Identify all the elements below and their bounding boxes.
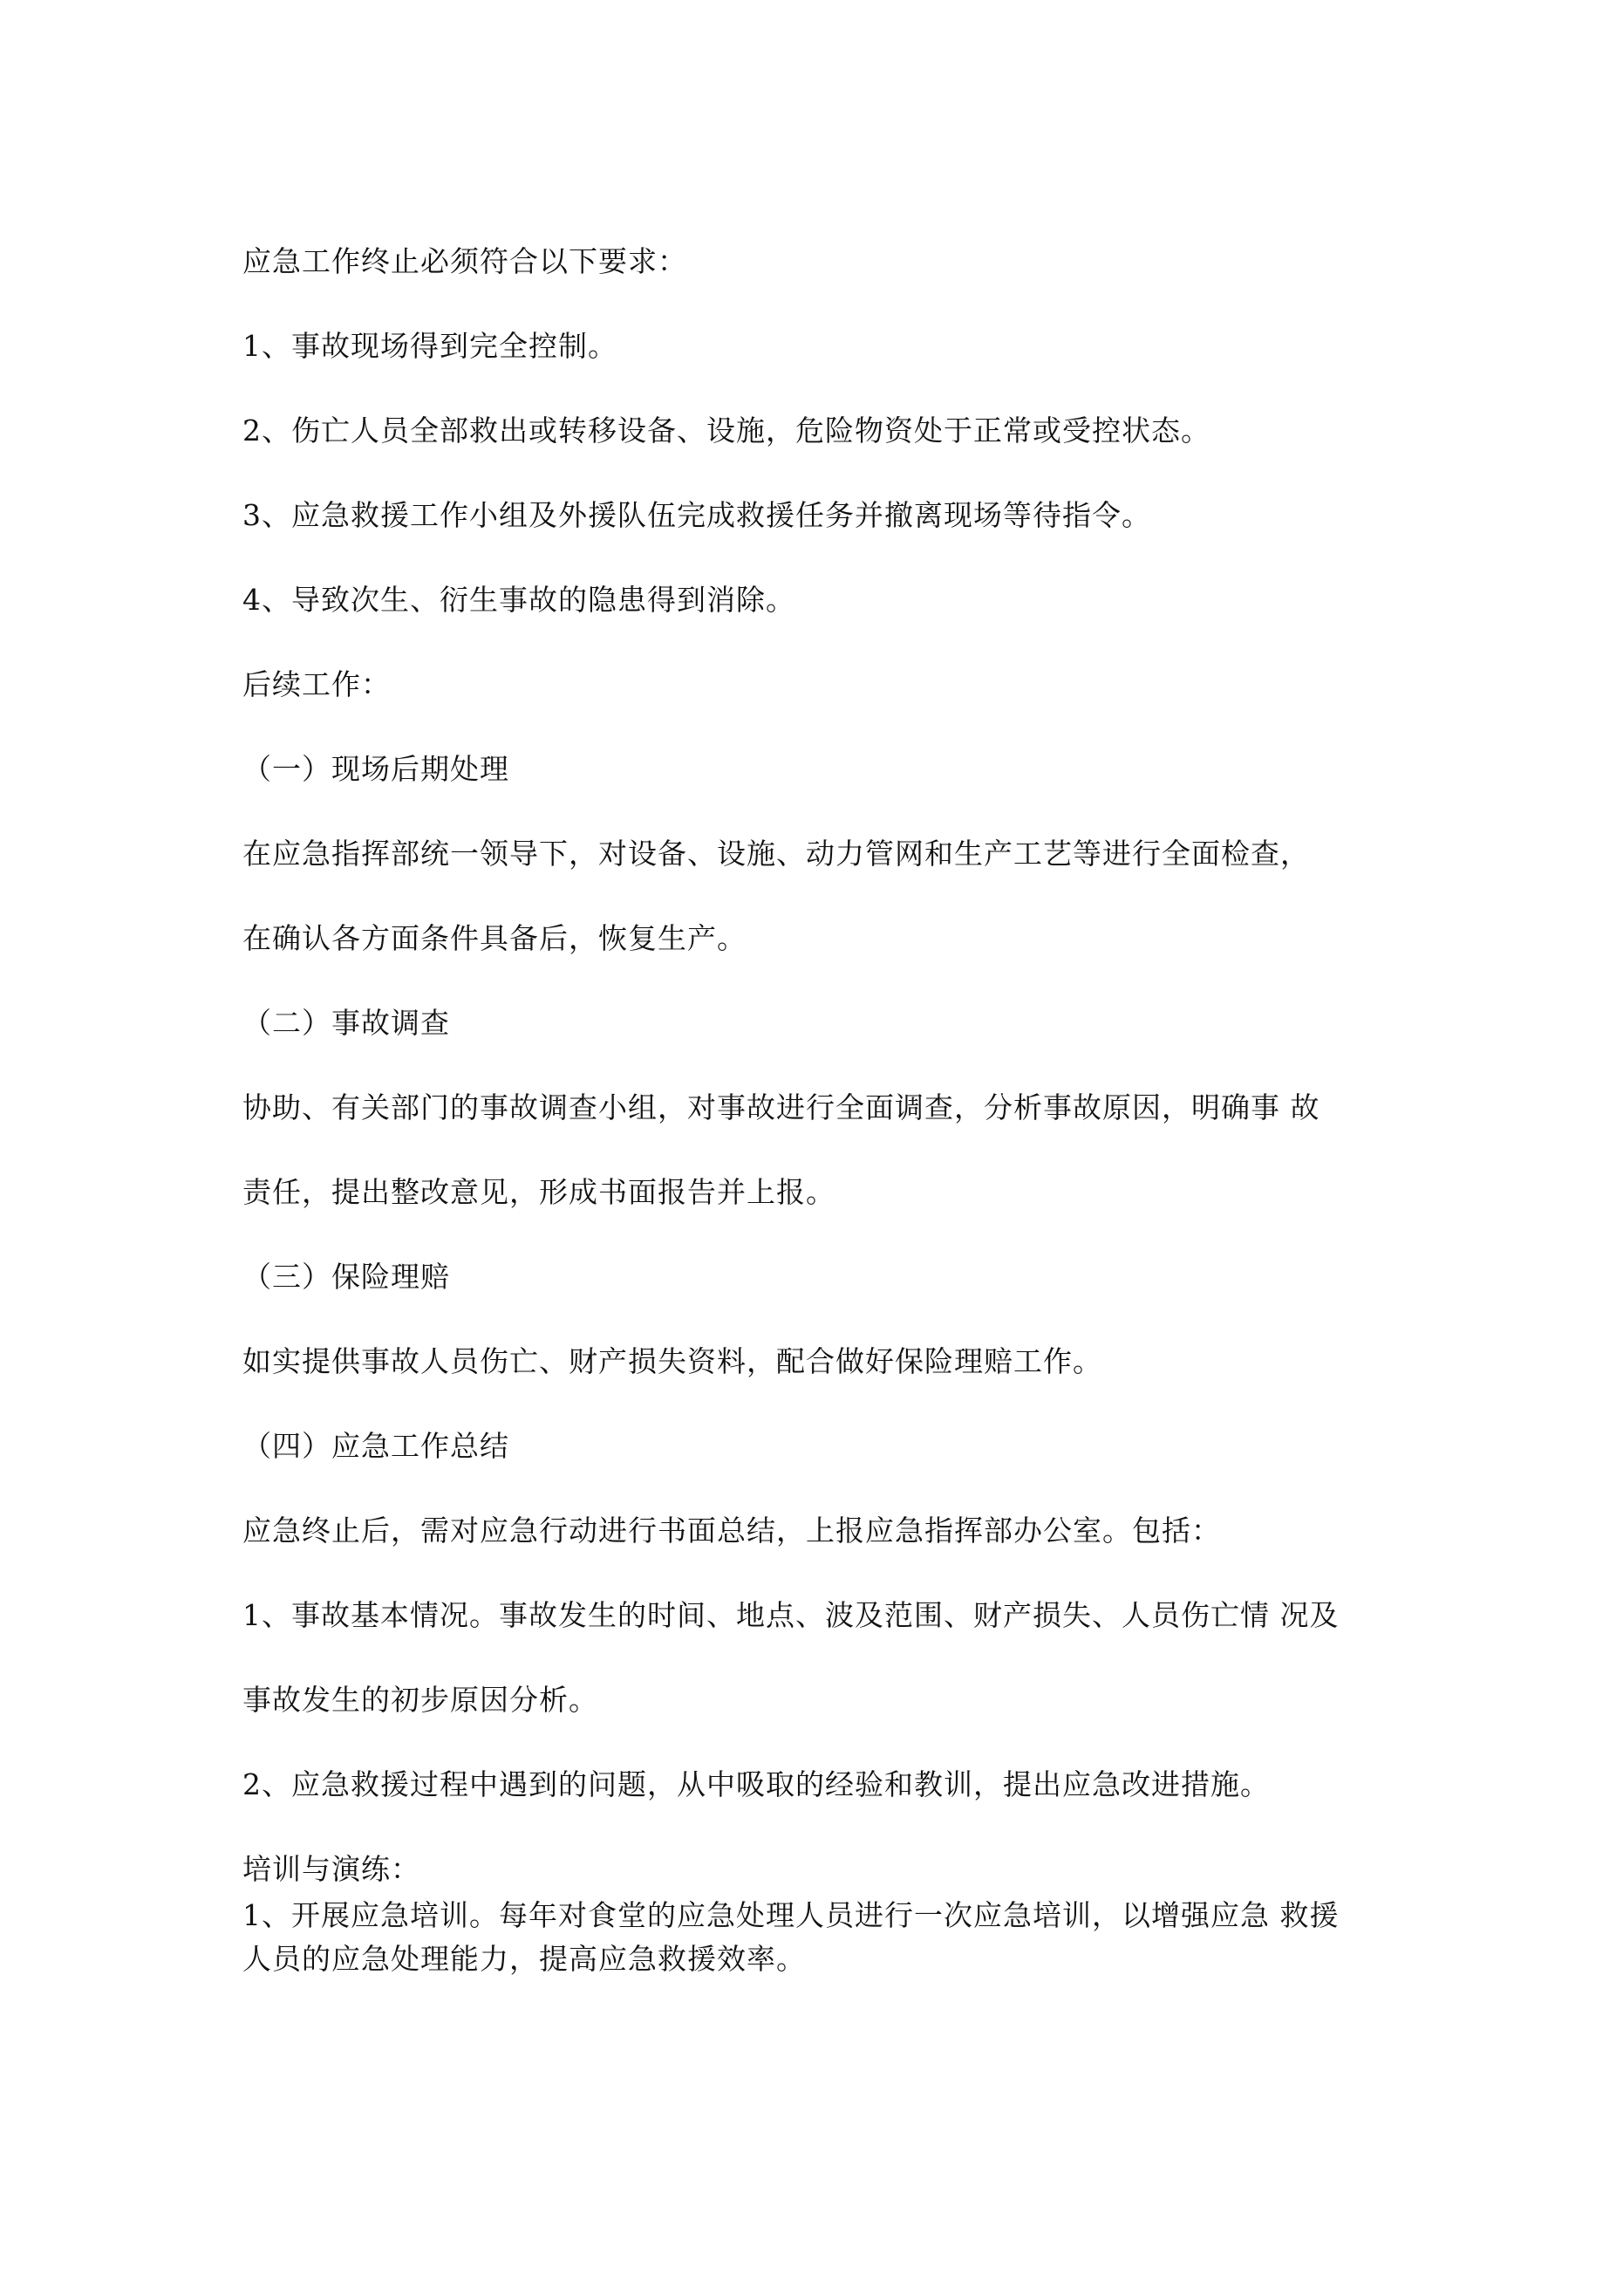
subsection-heading: （四）应急工作总结 (242, 1429, 509, 1463)
paragraph-line: 2、应急救援过程中遇到的问题，从中吸取的经验和教训，提出应急改进措施。 (242, 1767, 1270, 1801)
paragraph-line: 事故发生的初步原因分析。 (242, 1683, 598, 1717)
paragraph-line: 3、应急救援工作小组及外援队伍完成救援任务并撤离现场等待指令。 (242, 498, 1151, 532)
paragraph-line: 应急终止后，需对应急行动进行书面总结，上报应急指挥部办公室。包括： (242, 1514, 1221, 1548)
paragraph-line: 协助、有关部门的事故调查小组，对事故进行全面调查，分析事故原因，明确事 故 (242, 1090, 1320, 1124)
paragraph-line: 4、导致次生、衍生事故的隐患得到消除。 (242, 583, 795, 617)
section-heading: 后续工作： (242, 667, 391, 701)
paragraph-line: 1、事故现场得到完全控制。 (242, 329, 617, 363)
section-heading: 培训与演练： (242, 1852, 420, 1886)
paragraph-line: 1、开展应急培训。每年对食堂的应急处理人员进行一次应急培训，以增强应急 救援 (242, 1898, 1340, 1932)
subsection-heading: （三）保险理赔 (242, 1260, 450, 1294)
paragraph-line: 1、事故基本情况。事故发生的时间、地点、波及范围、财产损失、人员伤亡情 况及 (242, 1598, 1340, 1632)
paragraph-line: 应急工作终止必须符合以下要求： (242, 244, 687, 278)
paragraph-line: 如实提供事故人员伤亡、财产损失资料，配合做好保险理赔工作。 (242, 1344, 1102, 1378)
paragraph-line: 在确认各方面条件具备后，恢复生产。 (242, 921, 747, 955)
paragraph-line: 2、伤亡人员全部救出或转移设备、设施，危险物资处于正常或受控状态。 (242, 413, 1210, 448)
paragraph-line: 在应急指挥部统一领导下，对设备、设施、动力管网和生产工艺等进行全面检查， (242, 837, 1310, 871)
subsection-heading: （一）现场后期处理 (242, 752, 509, 786)
subsection-heading: （二）事故调查 (242, 1006, 450, 1040)
paragraph-line: 人员的应急处理能力，提高应急救援效率。 (242, 1942, 806, 1976)
paragraph-line: 责任，提出整改意见，形成书面报告并上报。 (242, 1175, 835, 1209)
